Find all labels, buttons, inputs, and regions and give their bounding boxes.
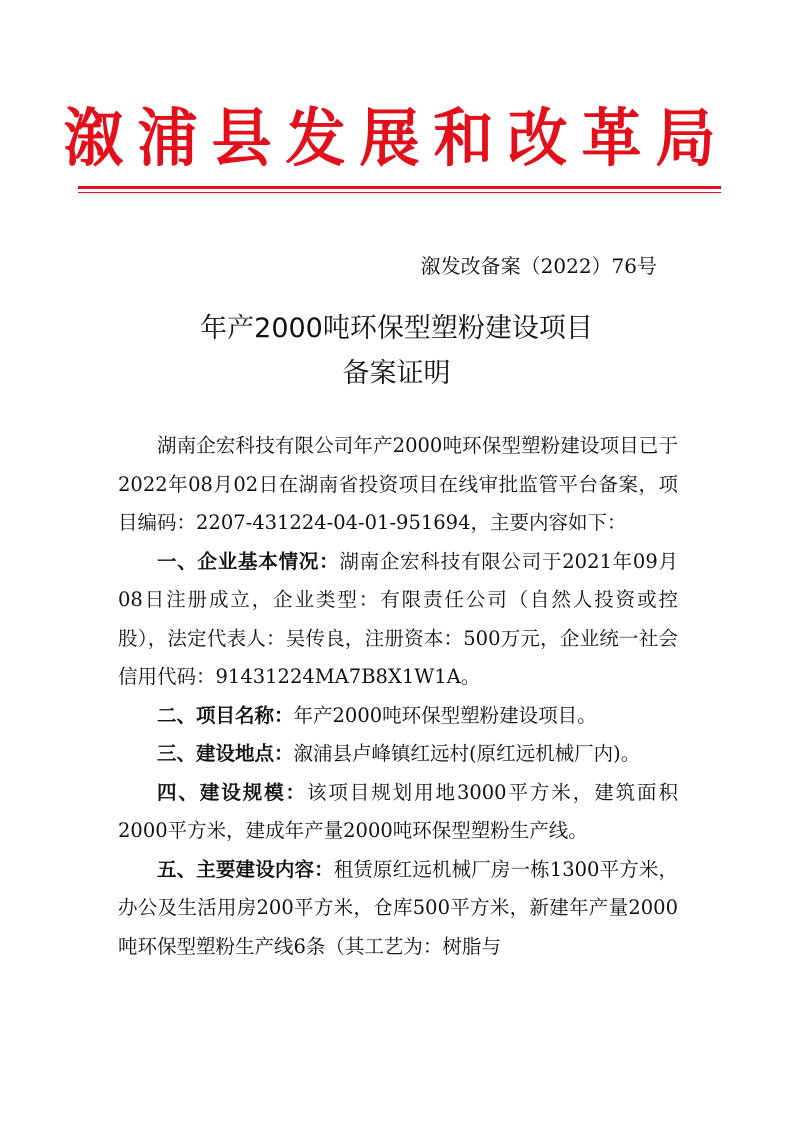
section-text: 溆浦县卢峰镇红远村(原红远机械厂内)。	[293, 742, 641, 765]
issuing-organization-header: 溆浦县发展和改革局	[63, 102, 730, 176]
section-heading: 五、主要建设内容：	[157, 857, 334, 881]
section-text: 年产2000吨环保型塑粉建设项目。	[293, 703, 597, 727]
header-divider-thin	[78, 192, 721, 193]
document-title-line-1: 年产2000吨环保型塑粉建设项目	[200, 313, 593, 344]
document-title-line-2: 备案证明	[342, 358, 451, 389]
section-heading: 一、企业基本情况：	[157, 549, 340, 573]
document-title	[0, 306, 793, 396]
section-paragraph	[118, 697, 678, 736]
section-heading: 二、项目名称：	[157, 703, 294, 727]
section-paragraph	[118, 735, 678, 774]
section-text: 湖南企宏科技有限公司于2021年09月08日注册成立，企业类型：有限责任公司（自然人投资或控股），法定代表人：吴传良，注册资本：500万元，企业统一社会信用代码：91431224MA7B8X1W1A。	[118, 549, 678, 688]
section-paragraph	[118, 851, 678, 967]
section-heading: 四、建设规模：	[157, 780, 307, 804]
section-text: 租赁原红远机械厂房一栋1300平方米，办公及生活用房200平方米，仓库500平方米，新建年产量2000吨环保型塑粉生产线6条（其工艺为：树脂与	[118, 857, 678, 958]
section-paragraph	[118, 774, 678, 851]
header-divider-thick	[78, 186, 721, 189]
section-heading: 三、建设地点：	[157, 742, 294, 765]
section-text: 该项目规划用地3000平方米，建筑面积2000平方米，建成年产量2000吨环保型塑粉生产线。	[118, 780, 678, 842]
intro-paragraph: 湖南企宏科技有限公司年产2000吨环保型塑粉建设项目已于2022年08月02日在湖南省投资项目在线审批监管平台备案，项目编码：2207-431224-04-01-951694，主要内容如下：	[118, 434, 678, 534]
document-body	[118, 427, 678, 966]
section-paragraph	[118, 543, 678, 697]
document-number: 溆发改备案（2022）76号	[420, 254, 657, 278]
